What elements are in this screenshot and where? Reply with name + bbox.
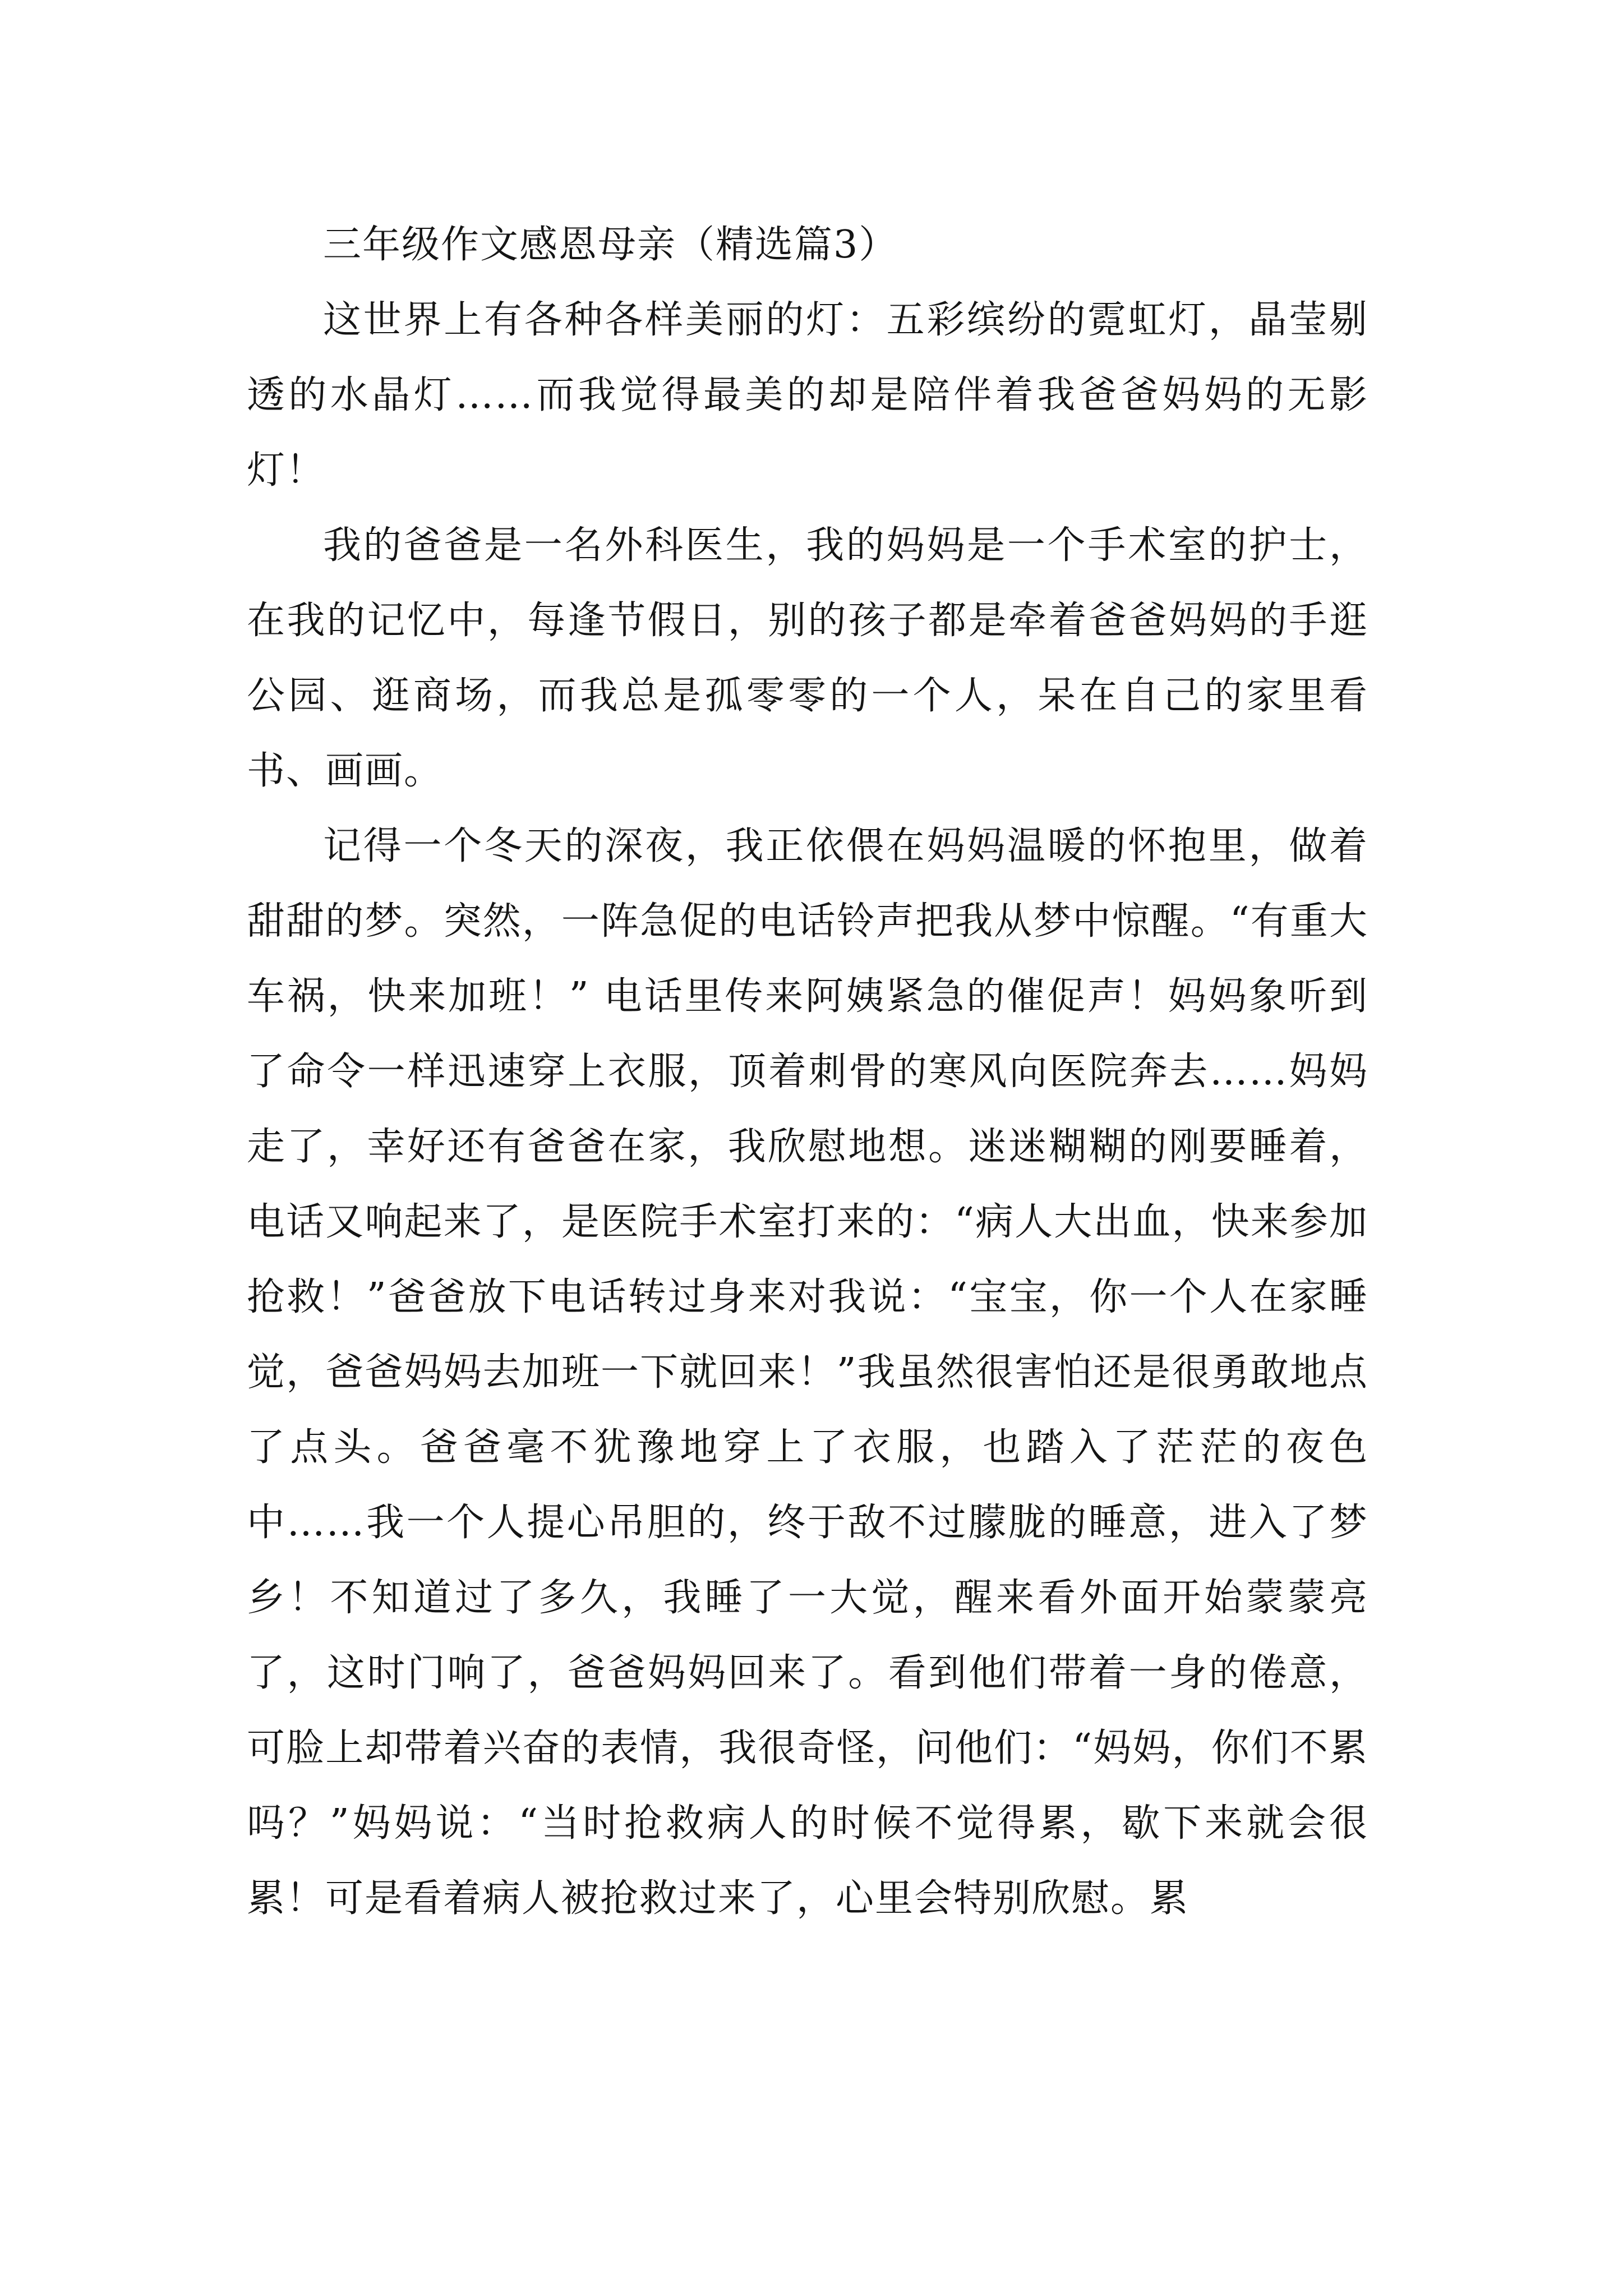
paragraph: 这世界上有各种各样美丽的灯：五彩缤纷的霓虹灯，晶莹剔透的水晶灯……而我觉得最美的却是陪伴着我爸爸妈妈的无影灯！	[247, 298, 1368, 493]
document-title: 三年级作文感恩母亲（精选篇3）	[323, 223, 898, 267]
paragraph: 记得一个冬天的深夜，我正依偎在妈妈温暖的怀抱里，做着甜甜的梦。突然，一阵急促的电话铃声把我从梦中惊醒。“有重大车祸，快来加班！” 电话里传来阿姨紧急的催促声！妈妈象听到了命令一样迅速穿上衣服，顶着刺骨的寒风向医院奔去……妈妈走了，幸好还有爸爸在家，我欣慰地想。迷迷糊糊的刚要睡着，电话又响起来了，是医院手术室打来的：“病人大出血，快来参加抢救！”爸爸放下电话转过身来对我说：“宝宝，你一个人在家睡觉，爸爸妈妈去加班一下就回来！”我虽然很害怕还是很勇敢地点了点头。爸爸毫不犹豫地穿上了衣服，也踏入了茫茫的夜色中……我一个人提心吊胆的，终于敌不过朦胧的睡意，进入了梦乡！不知道过了多久，我睡了一大觉，醒来看外面开始蒙蒙亮了，这时门响了，爸爸妈妈回来了。看到他们带着一身的倦意，可脸上却带着兴奋的表情，我很奇怪，问他们：“妈妈，你们不累吗？”妈妈说：“当时抢救病人的时候不觉得累，歇下来就会很累！可是看着病人被抢救过来了，心里会特别欣慰。累	[247, 824, 1368, 1921]
paragraph: 我的爸爸是一名外科医生，我的妈妈是一个手术室的护士，在我的记忆中，每逢节假日，别的孩子都是牵着爸爸妈妈的手逛公园、逛商场，而我总是孤零零的一个人，呆在自己的家里看书、画画。	[247, 523, 1368, 793]
document-body	[247, 208, 1368, 1936]
